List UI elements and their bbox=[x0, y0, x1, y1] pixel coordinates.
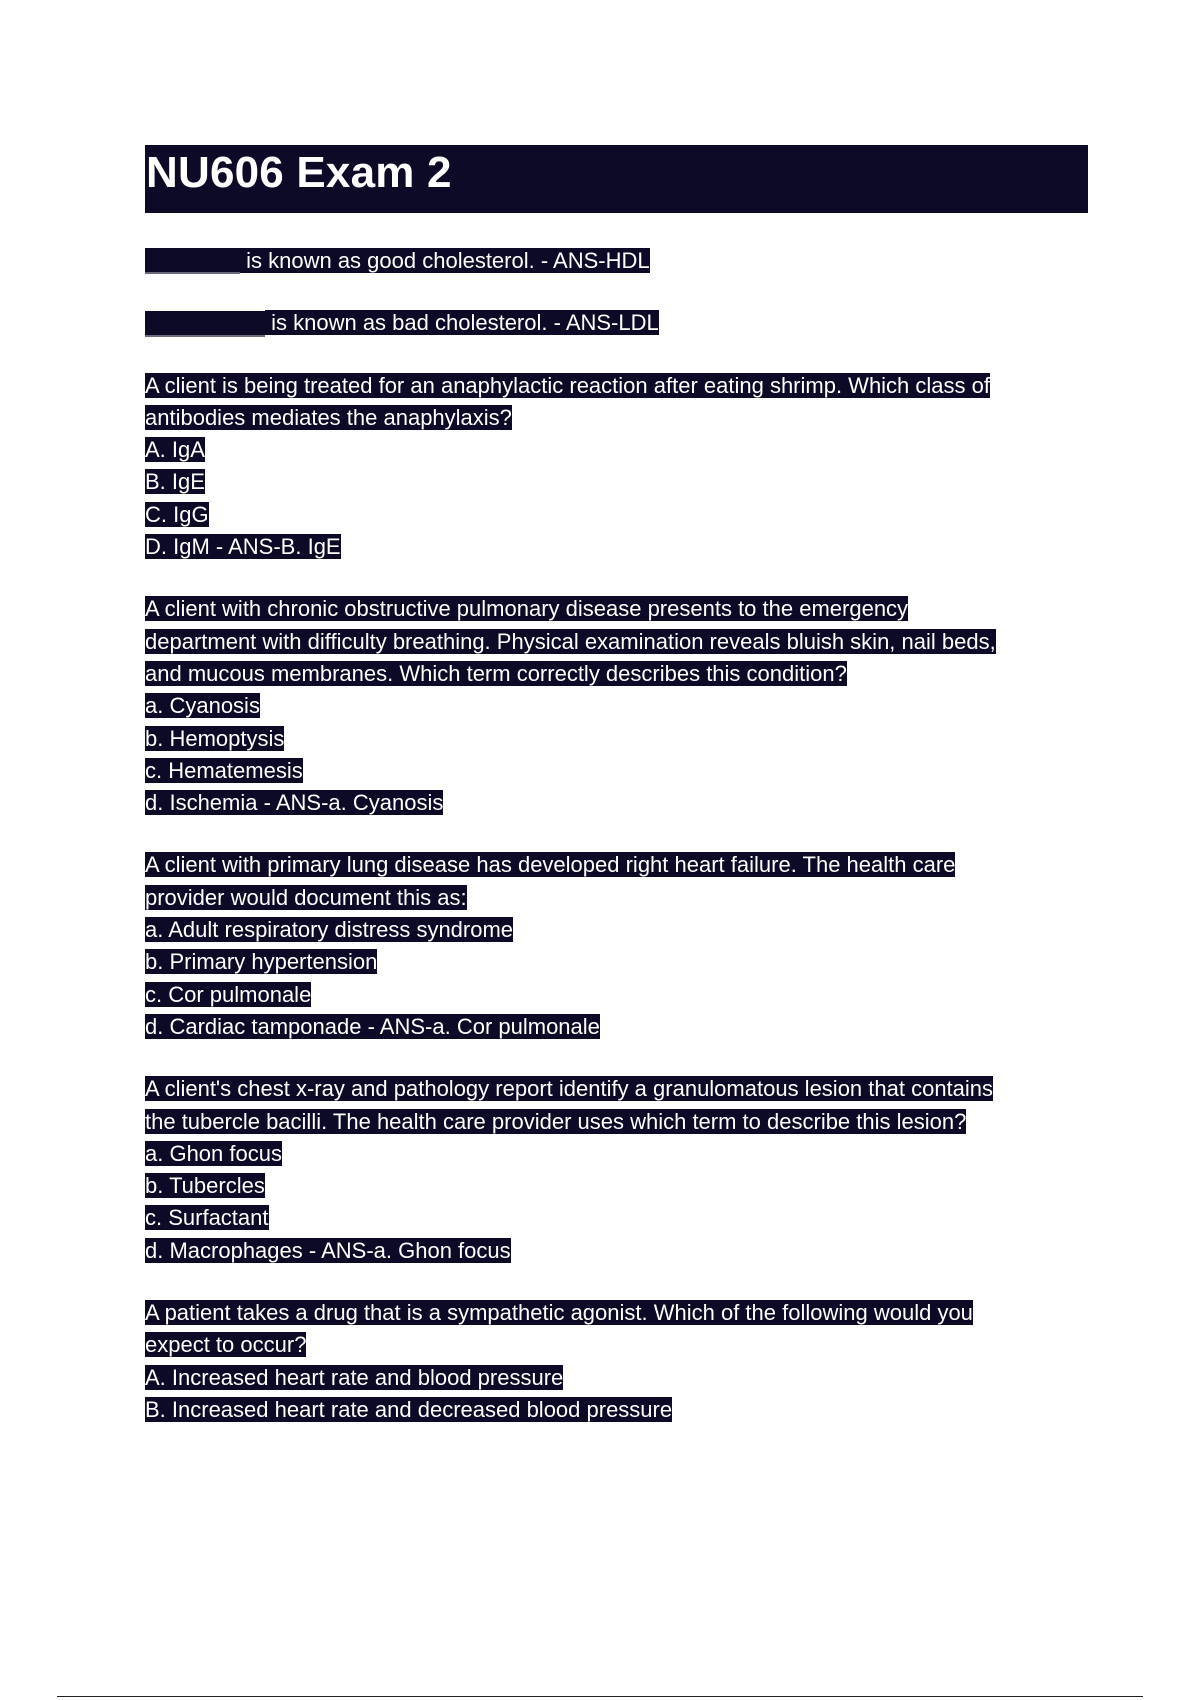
answer-option: b. Primary hypertension bbox=[145, 949, 378, 975]
question-block-cor-pulmonale bbox=[145, 849, 1090, 1043]
question-text: expect to occur? bbox=[145, 1332, 307, 1358]
question-text: A patient takes a drug that is a sympathetic agonist. Which of the following would you bbox=[145, 1300, 973, 1326]
question-line: is known as bad cholesterol. - ANS-LDL bbox=[265, 310, 659, 336]
question-line: is known as good cholesterol. - ANS-HDL bbox=[240, 248, 650, 273]
question-text: the tubercle bacilli. The health care provider uses which term to describe this lesion? bbox=[145, 1108, 967, 1134]
answer-option: c. Surfactant bbox=[145, 1205, 269, 1231]
question-text: antibodies mediates the anaphylaxis? bbox=[145, 404, 512, 430]
answer-option: B. IgE bbox=[145, 469, 205, 495]
question-block-sympathetic-agonist bbox=[145, 1297, 1090, 1426]
question-text: A client is being treated for an anaphylactic reaction after eating shrimp. Which class of bbox=[145, 372, 990, 398]
question-text: A client with primary lung disease has developed right heart failure. The health care bbox=[145, 852, 956, 878]
answer-option: A. IgA bbox=[145, 437, 205, 463]
answer-option: b. Hemoptysis bbox=[145, 725, 285, 751]
document-title: NU606 Exam 2 bbox=[146, 148, 452, 197]
question-text: A client with chronic obstructive pulmonary disease presents to the emergency bbox=[145, 596, 909, 622]
answer-option-with-key: d. Ischemia - ANS-a. Cyanosis bbox=[145, 790, 444, 816]
answer-option-with-key: D. IgM - ANS-B. IgE bbox=[145, 534, 341, 560]
question-block-anaphylaxis bbox=[145, 370, 1090, 564]
answer-option: c. Cor pulmonale bbox=[145, 981, 312, 1007]
answer-option: A. Increased heart rate and blood pressure bbox=[145, 1364, 564, 1390]
fill-in-blank bbox=[145, 311, 265, 337]
question-block-ldl bbox=[145, 307, 1090, 339]
question-text: provider would document this as: bbox=[145, 884, 467, 910]
page-bottom-rule bbox=[57, 1696, 1143, 1697]
question-text: and mucous membranes. Which term correctly describes this condition? bbox=[145, 660, 847, 686]
answer-option-with-key: d. Cardiac tamponade - ANS-a. Cor pulmonale bbox=[145, 1013, 600, 1039]
answer-option-with-key: d. Macrophages - ANS-a. Ghon focus bbox=[145, 1237, 511, 1263]
title-banner bbox=[145, 145, 1088, 213]
answer-option: C. IgG bbox=[145, 501, 209, 527]
answer-option: a. Cyanosis bbox=[145, 693, 260, 719]
fill-in-blank bbox=[145, 248, 240, 274]
question-block-cyanosis bbox=[145, 593, 1090, 819]
answer-option: b. Tubercles bbox=[145, 1173, 265, 1199]
question-block-hdl bbox=[145, 245, 1090, 277]
answer-option: B. Increased heart rate and decreased blood pressure bbox=[145, 1396, 673, 1422]
answer-option: c. Hematemesis bbox=[145, 757, 303, 783]
question-text: A client's chest x-ray and pathology report identify a granulomatous lesion that contains bbox=[145, 1076, 994, 1102]
answer-option: a. Ghon focus bbox=[145, 1140, 282, 1166]
question-text: department with difficulty breathing. Physical examination reveals bluish skin, nail beds, bbox=[145, 628, 996, 654]
document-page bbox=[145, 145, 1090, 1426]
answer-option: a. Adult respiratory distress syndrome bbox=[145, 917, 514, 943]
question-block-ghon-focus bbox=[145, 1073, 1090, 1267]
